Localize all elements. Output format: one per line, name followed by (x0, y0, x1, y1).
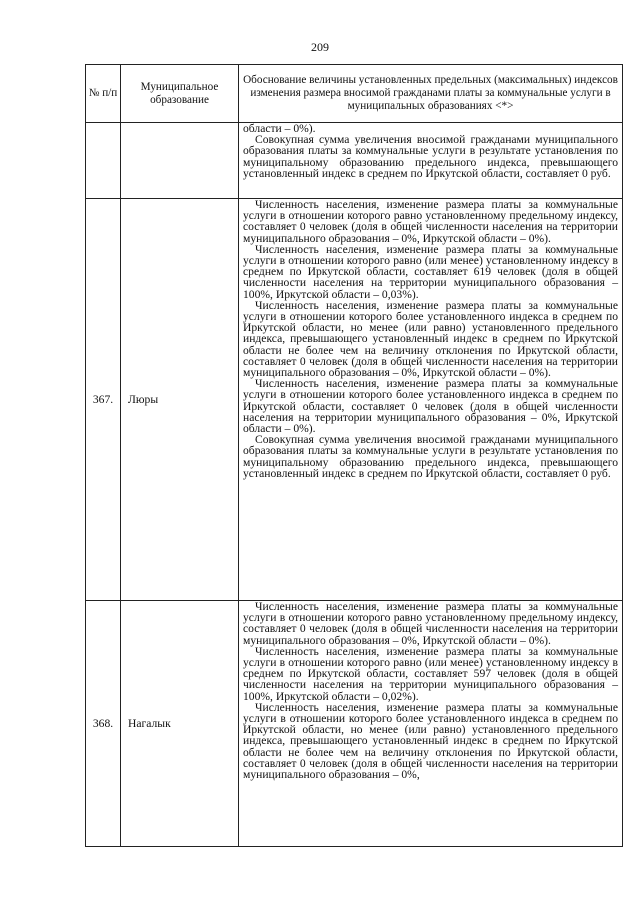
header-num: № п/п (86, 65, 121, 123)
row-number (86, 123, 121, 199)
justification-table (85, 64, 623, 847)
row-justification (239, 601, 623, 847)
paragraph: Численность населения, изменение размера платы за коммунальные услуги в отношении которого равно установленному предельному индексу, составляет 0 человек (доля в общей численности населения на территории муниципального образования – 0%, Иркутской области – 0%). (243, 600, 618, 647)
page-number: 209 (311, 40, 329, 54)
paragraph: Численность населения, изменение размера платы за коммунальные услуги в отношении которого равно (или менее) установленному индексу в среднем по Иркутской области, составляет 619 человек (доля в общей численности населения на территории муниципального образования – 100%, Иркутской области – 0,03%). (243, 242, 618, 301)
paragraph: Численность населения, изменение размера платы за коммунальные услуги в отношении которого равно (или менее) установленному индексу в среднем по Иркутской области, составляет 597 человек (доля в общей численности населения на территории муниципального образования – 100%, Иркутской области – 0,02%). (243, 644, 618, 703)
row-municipality: Люры (121, 199, 239, 601)
table-row (86, 199, 623, 601)
row-municipality: Нагалык (121, 601, 239, 847)
paragraph: Численность населения, изменение размера платы за коммунальные услуги в отношении которого равно установленному предельному индексу, составляет 0 человек (доля в общей численности населения на территории муниципального образования – 0%, Иркутской области – 0%). (243, 198, 618, 245)
paragraph: Численность населения, изменение размера платы за коммунальные услуги в отношении которого более установленного индекса в среднем по Иркутской области, но менее (или равно) установленного предельного индекса, превышающего установленный индекс в среднем по Иркутской области не более чем на величину отклонения по Иркутской области, составляет 0 человек (доля в общей численности населения на территории муниципального образования – 0%, (243, 700, 618, 782)
table-row (86, 123, 623, 199)
row-number: 367. (86, 199, 121, 601)
row-municipality (121, 123, 239, 199)
table-header-row (86, 65, 623, 123)
paragraph: Численность населения, изменение размера платы за коммунальные услуги в отношении которого более установленного индекса в среднем по Иркутской области, составляет 0 человек (доля в общей численности населения на территории муниципального образования – 0%, Иркутской области – 0%). (243, 377, 618, 436)
row-justification (239, 199, 623, 601)
paragraph: Совокупная сумма увеличения вносимой гражданами муниципального образования платы за коммунальные услуги в результате установления по муниципальному образованию предельного индекса, превышающего установленный индекс в среднем по Иркутской области, составляет 0 руб. (243, 433, 618, 480)
paragraph: Численность населения, изменение размера платы за коммунальные услуги в отношении которого более установленного индекса в среднем по Иркутской области, но менее (или равно) установленного предельного индекса, превышающего установленный индекс в среднем по Иркутской области не более чем на величину отклонения по Иркутской области, составляет 0 человек (доля в общей численности населения на территории муниципального образования – 0%, Иркутской области – 0%). (243, 298, 618, 380)
paragraph: области – 0%). (243, 122, 316, 135)
paragraph: Совокупная сумма увеличения вносимой гражданами муниципального образования платы за коммунальные услуги в результате установления по муниципальному образованию предельного индекса, превышающего установленный индекс в среднем по Иркутской области, составляет 0 руб. (243, 133, 618, 180)
row-number: 368. (86, 601, 121, 847)
row-justification (239, 123, 623, 199)
header-municipality: Муниципальное образование (121, 65, 239, 123)
table-row (86, 601, 623, 847)
header-justification: Обоснование величины установленных предельных (максимальных) индексов изменения размера вносимой гражданами платы за коммунальные услуги в муниципальных образованиях <*> (239, 65, 623, 123)
